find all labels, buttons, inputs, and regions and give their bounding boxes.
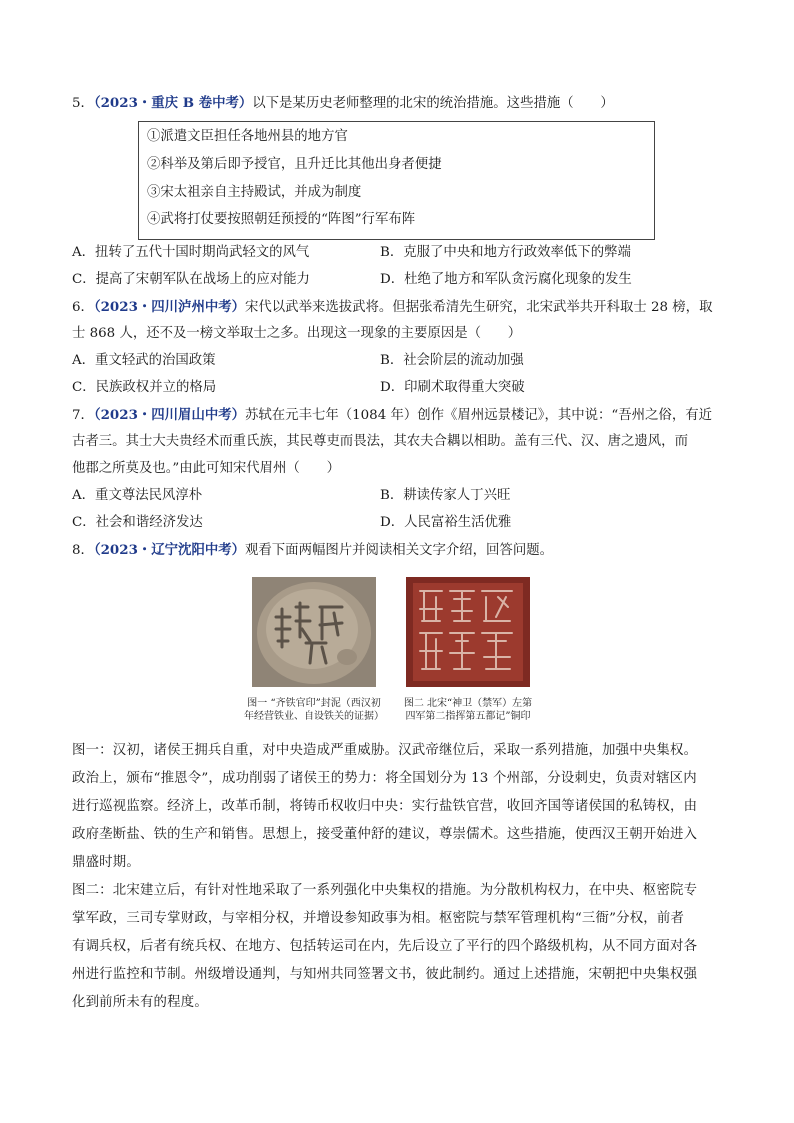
q7-stem-line3: 他郡之所莫及也。”由此可知宋代眉州（ ） <box>72 461 340 476</box>
measure-1: ①派遣文臣担任各地州县的地方官 <box>147 129 348 144</box>
q7-option-c: C．社会和谐经济发达 <box>72 515 203 530</box>
q7-stem-line2: 古者三。其士大夫贵经术而重氏族，其民尊吏而畏法，其农夫合耦以相助。盖有三代、汉、唐之遗风，而 <box>72 434 688 449</box>
q5-measures-box <box>138 121 655 240</box>
figure-1-caption: 图一 “齐铁官印”封泥（西汉初 年经营铁业、自设铁关的证据） <box>244 698 384 722</box>
q6-source: （2023・四川泸州中考） <box>93 299 246 315</box>
q6-stem-line1: 6．（2023・四川泸州中考）宋代以武举来选拔武将。但据张希清先生研究，北宋武举共开科取士 28 榜，取 <box>72 299 713 315</box>
q5-option-c: C．提高了宋朝军队在战场上的应对能力 <box>72 272 310 287</box>
q5-source: （2023・重庆 B 卷中考） <box>93 95 253 111</box>
q8-source: （2023・辽宁沈阳中考） <box>93 542 246 558</box>
figure-2-bronze-seal-image <box>406 577 530 687</box>
q6-option-c: C．民族政权并立的格局 <box>72 380 217 395</box>
q5-option-b: B．克服了中央和地方行政效率低下的弊端 <box>380 245 631 260</box>
q6-option-a: A．重文轻武的治国政策 <box>72 353 216 368</box>
q7-stem-line1: 7．（2023・四川眉山中考）苏轼在元丰七年（1084 年）创作《眉州远景楼记》，其中说：“吾州之俗，有近 <box>72 407 712 423</box>
figure-1-description: 图一：汉初，诸侯王拥兵自重，对中央造成严重威胁。汉武帝继位后，采取一系列措施，加强中央集权。 政治上，颁布“推恩令”，成功削弱了诸侯王的势力：将全国划分为 13 个州部，分设刺史，负责对辖区内 进行巡视监察。经济上，改革币制，将铸币权收归中央：实行盐铁官营，收回齐国等诸侯国的私铸权，由 政府垄断盐、铁的生产和销售。思想上，接受董仲舒的建议，尊崇儒术。这些措施，使西汉王朝开始进入 鼎盛时期。 <box>72 743 698 870</box>
q7-option-a: A．重文尊法民风淳朴 <box>72 488 203 503</box>
q7-option-b: B．耕读传家人丁兴旺 <box>380 488 511 503</box>
figure-1-clay-seal-image <box>252 577 376 687</box>
q7-source: （2023・四川眉山中考） <box>93 407 246 423</box>
q5-option-d: D．杜绝了地方和军队贪污腐化现象的发生 <box>380 272 632 287</box>
measure-2: ②科举及第后即予授官，且升迁比其他出身者便捷 <box>147 157 442 172</box>
q5-stem: 5．（2023・重庆 B 卷中考）以下是某历史老师整理的北宋的统治措施。这些措施（ ） <box>72 95 614 111</box>
figure-2-caption: 图二 北宋“神卫（禁军）左第 四军第二指挥第五都记”铜印 <box>403 698 533 722</box>
q6-stem-line2: 士 868 人，还不及一榜文举取士之多。出现这一现象的主要原因是（ ） <box>72 326 522 341</box>
q7-option-d: D．人民富裕生活优雅 <box>380 515 512 530</box>
q6-option-b: B．社会阶层的流动加强 <box>380 353 524 368</box>
q8-stem: 8．（2023・辽宁沈阳中考）观看下面两幅图片并阅读相关文字介绍，回答问题。 <box>72 542 553 558</box>
q6-option-d: D．印刷术取得重大突破 <box>380 380 525 395</box>
measure-3: ③宋太祖亲自主持殿试，并成为制度 <box>147 185 362 200</box>
measure-4: ④武将打仗要按照朝廷预授的“阵图”行军布阵 <box>147 212 416 227</box>
q5-option-a: A．扭转了五代十国时期尚武轻文的风气 <box>72 245 310 260</box>
figure-2-description: 图二：北宋建立后，有针对性地采取了一系列强化中央集权的措施。为分散机构权力，在中央、枢密院专 掌军政，三司专掌财政，与宰相分权，并增设参知政事为相。枢密院与禁军管理机构“三衙”分权，前者 有调兵权，后者有统兵权、在地方、包括转运司在内，先后设立了平行的四个路级机构，从不同方面对各 州进行监控和节制。州级增设通判，与知州共同签署文书，彼此制约。通过上述措施，宋朝把中央集权强 化到前所未有的程度。 <box>72 883 698 1010</box>
